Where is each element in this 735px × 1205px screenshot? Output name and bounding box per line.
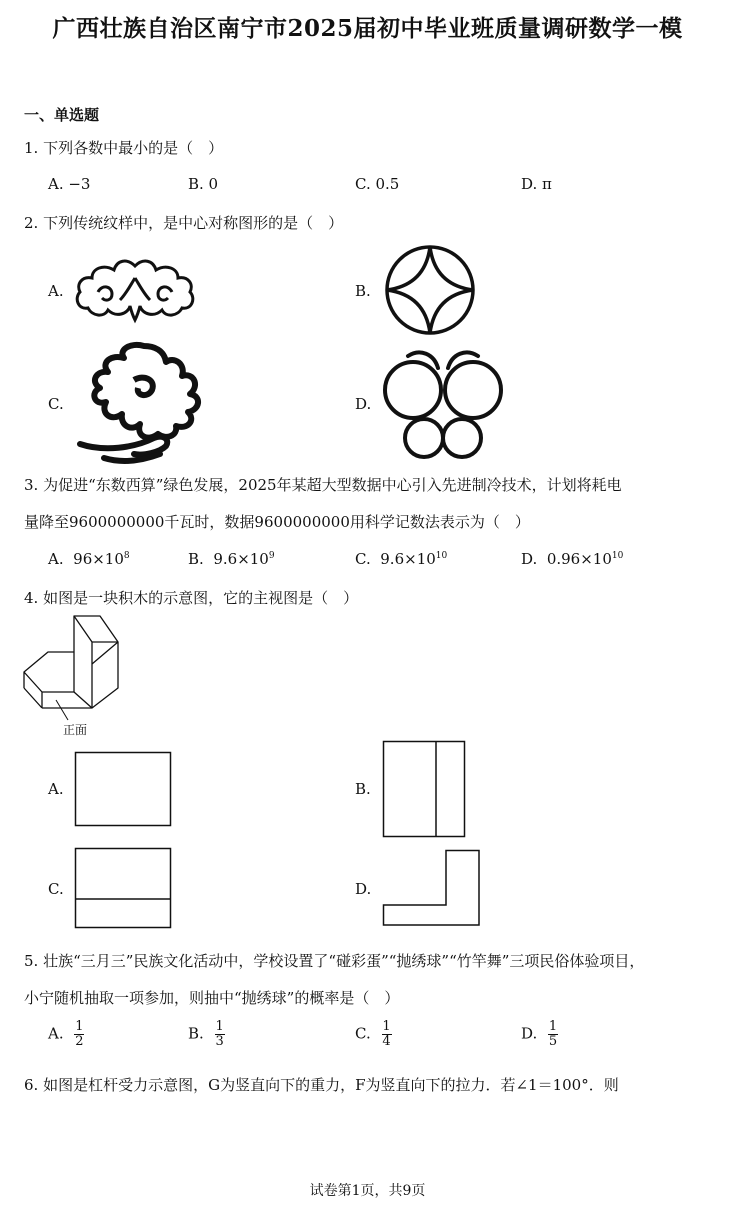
question-3-line1: 3. 为促进“东数西算”绿色发展，2025年某超大型数据中心引入先进制冷技术，计划将耗电 — [24, 476, 622, 494]
q5-option-d-fraction — [548, 1020, 558, 1049]
q5-option-b-den: 3 — [215, 1034, 224, 1049]
q1-option-b: B. 0 — [188, 175, 219, 193]
q5-option-d — [521, 1020, 558, 1049]
q3-option-d-exp: 10 — [611, 551, 624, 561]
question-6-stem: 6. 如图是杠杆受力示意图，G为竖直向下的重力，F为竖直向下的拉力．若∠1＝100°．则 — [24, 1076, 619, 1094]
q3-option-d — [521, 550, 623, 568]
view-option-a-figure — [74, 751, 174, 829]
q3-option-a-label: A. — [48, 550, 64, 568]
view-option-d-figure — [382, 849, 482, 929]
wave-pattern-figure — [74, 340, 214, 466]
q3-option-c-exp: 10 — [435, 551, 448, 561]
q3-option-b-base: 9.6×10 — [213, 550, 269, 568]
q4-option-a-label: A. — [48, 780, 64, 798]
q5-option-a-den: 2 — [75, 1034, 84, 1049]
q1-option-a: A. −3 — [48, 175, 91, 193]
q5-option-d-num: 1 — [548, 1019, 558, 1034]
q5-option-d-den: 5 — [548, 1034, 558, 1049]
question-4-stem: 4. 如图是一块积木的示意图，它的主视图是（ ） — [24, 589, 359, 607]
q5-option-a-num: 1 — [75, 1019, 84, 1034]
question-1-stem: 1. 下列各数中最小的是（ ） — [24, 139, 224, 157]
q2-option-a-label: A. — [48, 282, 64, 300]
q4-option-b-label: B. — [355, 780, 371, 798]
q1-option-d: D. π — [521, 175, 552, 193]
q5-option-c-den: 4 — [382, 1034, 391, 1049]
q5-option-b-fraction — [215, 1020, 225, 1049]
q5-option-a — [48, 1020, 84, 1049]
q5-option-a-fraction — [74, 1020, 84, 1049]
q3-option-a — [48, 550, 130, 568]
question-5-line2: 小宁随机抽取一项参加，则抽中“抛绣球”的概率是（ ） — [24, 989, 400, 1007]
view-option-b-figure — [382, 740, 468, 840]
q5-option-d-label: D. — [521, 1024, 538, 1043]
page-title: 广西壮族自治区南宁市2025届初中毕业班质量调研数学一模 — [52, 15, 683, 42]
q3-option-a-exp: 8 — [123, 551, 130, 561]
coin-pattern-figure — [383, 244, 477, 336]
q2-option-c-label: C. — [48, 395, 64, 413]
question-5-line1: 5. 壮族“三月三”民族文化活动中，学校设置了“碰彩蛋”“抛绣球”“竹竿舞”三项民俗体验项目， — [24, 952, 645, 970]
q3-option-c-label: C. — [355, 550, 371, 568]
q5-option-c-fraction — [382, 1020, 392, 1049]
q3-option-d-base: 0.96×10 — [546, 550, 612, 568]
q5-option-b — [188, 1020, 225, 1049]
q4-option-d-label: D. — [355, 880, 372, 898]
q3-option-a-base: 96×10 — [73, 550, 124, 568]
view-option-c-figure — [74, 847, 174, 931]
q3-option-c — [355, 550, 447, 568]
q5-option-c-label: C. — [355, 1024, 371, 1043]
q3-option-c-base: 9.6×10 — [380, 550, 436, 568]
q5-option-b-label: B. — [188, 1024, 204, 1043]
question-2-stem: 2. 下列传统纹样中，是中心对称图形的是（ ） — [24, 214, 344, 232]
front-view-label: 正面 — [63, 723, 88, 737]
q5-option-c-num: 1 — [382, 1019, 391, 1034]
q3-option-b-exp: 9 — [268, 551, 275, 561]
q5-option-c — [355, 1020, 392, 1049]
q5-option-a-label: A. — [48, 1024, 64, 1043]
q1-option-c: C. 0.5 — [355, 175, 400, 193]
q2-option-d-label: D. — [355, 395, 372, 413]
q3-option-b — [188, 550, 275, 568]
q2-option-b-label: B. — [355, 282, 371, 300]
q5-option-b-num: 1 — [215, 1019, 224, 1034]
front-arrow-line — [54, 698, 74, 724]
cloud-pattern-figure — [72, 258, 198, 324]
question-3-line2: 量降至9600000000千瓦时，数据9600000000用科学记数法表示为（ ） — [24, 513, 530, 531]
q4-option-c-label: C. — [48, 880, 64, 898]
gourd-pattern-figure — [380, 346, 506, 460]
page-footer: 试卷第1页，共9页 — [309, 1183, 426, 1199]
q3-option-b-label: B. — [188, 550, 204, 568]
q3-option-d-label: D. — [521, 550, 538, 568]
section-heading: 一、单选题 — [24, 106, 100, 124]
